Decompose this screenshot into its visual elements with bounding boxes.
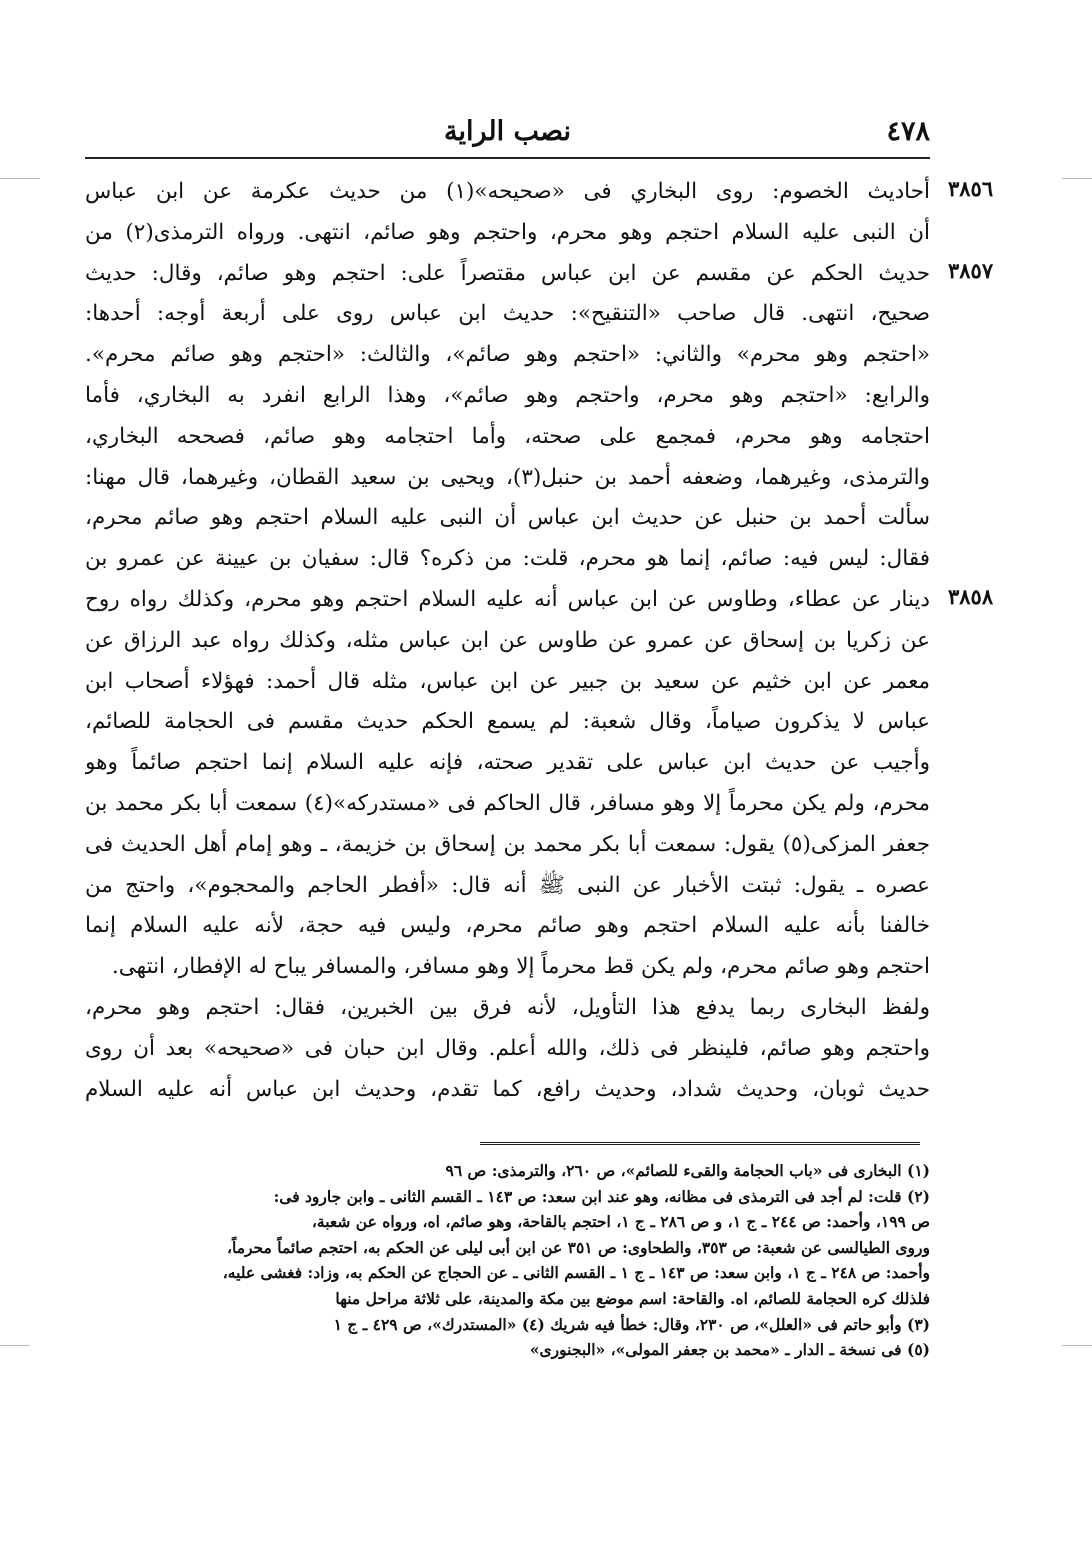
main-text <box>85 172 930 1110</box>
hadith-number: ٣٨٥٨ <box>948 584 994 609</box>
text-line: فقال: ليس فيه: صائم، إنما هو محرم، قلت: من ذكره؟ قال: سفيان بن عيينة عن عمرو بن <box>85 546 930 572</box>
text-line: دينار عن عطاء، وطاوس عن ابن عباس أنه عليه السلام احتجم وهو محرم، وكذلك رواه روح <box>85 586 930 612</box>
scan-edge-mark <box>1062 178 1092 179</box>
page-header <box>85 112 930 160</box>
scan-edge-mark <box>1062 1345 1092 1346</box>
footnotes <box>85 1158 930 1363</box>
footnote: (٣) وأبو حاتم فى «العلل»، ص ٢٣٠، وقال: خطأ فيه شريك (٤) «المستدرك»، ص ٤٢٩ ـ ج ١ <box>333 1314 930 1334</box>
header-rule <box>85 157 930 159</box>
scan-edge-mark <box>0 178 40 179</box>
text-line: أحاديث الخصوم: روى البخاري فى «صحيحه»(١) من حديث عكرمة عن ابن عباس <box>85 179 930 204</box>
text-line: احتجامه وهو محرم، فمجمع على صحته، وأما احتجامه وهو صائم، فصححه البخاري، <box>85 423 930 449</box>
footnote: وروى الطيالسى عن شعبة: ص ٣٥٣، والطحاوى: ص ٣٥١ عن ابن أبى ليلى عن الحكم به، احتجم صائماً محرماً، <box>226 1237 930 1257</box>
text-line: سألت أحمد بن حنبل عن حديث ابن عباس أن النبى عليه السلام احتجم وهو صائم محرم، <box>85 505 930 531</box>
text-line: صحيح، انتهى. قال صاحب «التنقيح»: حديث ابن عباس روى على أربعة أوجه: أحدها: <box>85 301 930 327</box>
footnote: فلذلك كره الحجامة للصائم، اه. والقاحة: اسم موضع بين مكة والمدينة، على ثلاثة مراحل منها <box>335 1288 930 1308</box>
footnote: (٥) فى نسخة ـ الدار ـ «محمد بن جعفر المولى»، «البجنورى» <box>529 1340 930 1360</box>
running-title: نصب الراية <box>444 116 571 147</box>
footnote: (٢) قلت: لم أجد فى الترمذى فى مظانه، وهو عند ابن سعد: ص ١٤٣ ـ القسم الثانى ـ وابن جارود فى: <box>273 1186 930 1206</box>
text-line: خالفنا بأنه عليه السلام احتجم وهو صائم محرم، وليس فيه حجة، لأنه عليه السلام إنما <box>85 913 930 939</box>
text-line: عن زكريا بن إسحاق عن عمرو عن طاوس عن ابن عباس مثله، وكذلك رواه عبد الرزاق عن <box>85 627 930 653</box>
text-line: عصره ـ يقول: ثبتت الأخبار عن النبى ﷺ أنه قال: «أفطر الحاجم والمحجوم»، واحتج من <box>85 872 930 898</box>
text-line: وأجيب عن حديث ابن عباس على تقدير صحته، فإنه عليه السلام إنما احتجم صائماً وهو <box>85 750 930 776</box>
text-line: والترمذى، وغيرهما، وضعفه أحمد بن حنبل(٣)، ويحيى بن سعيد القطان، وغيرهما، قال مهنا: <box>85 464 930 490</box>
text-line: حديث الحكم عن مقسم عن ابن عباس مقتصراً على: احتجم وهو صائم، وقال: حديث <box>85 260 930 286</box>
hadith-number: ٣٨٥٦ <box>948 176 994 201</box>
text-line: والرابع: «احتجم وهو محرم، واحتجم وهو صائم»، وهذا الرابع انفرد به البخاري، فأما <box>85 382 930 408</box>
text-line: حديث ثوبان، وحديث شداد، وحديث رافع، كما تقدم، وحديث ابن عباس أنه عليه السلام <box>85 1076 930 1102</box>
text-line: معمر عن ابن خثيم عن سعيد بن جبير عن ابن عباس، مثله قال أحمد: فهؤلاء أصحاب ابن <box>85 668 930 694</box>
text-line: أن النبى عليه السلام احتجم وهو محرم، واحتجم وهو صائم، انتهى. ورواه الترمذى(٢) من <box>85 219 930 245</box>
text-line: احتجم وهو صائم محرم، ولم يكن قط محرماً إلا وهو مسافر، والمسافر يباح له الإفطار، انتهى. <box>111 954 930 980</box>
text-line: عباس لا يذكرون صياماً، وقال شعبة: لم يسمع الحكم حديث مقسم فى الحجامة للصائم، <box>85 709 930 735</box>
footnote: (١) البخارى فى «باب الحجامة والقىء للصائم»، ص ٢٦٠، والترمذى: ص ٩٦ <box>445 1161 930 1180</box>
footnote-separator <box>480 1142 920 1145</box>
page-number: ٤٧٨ <box>886 116 930 147</box>
footnote: ص ١٩٩، وأحمد: ص ٢٤٤ ـ ج ١، و ص ٢٨٦ ـ ج ١، احتجم بالقاحة، وهو صائم، اه، ورواه عن شعبة، <box>311 1212 930 1232</box>
text-line: واحتجم وهو صائم، فلينظر فى ذلك، والله أعلم. وقال ابن حبان فى «صحيحه» بعد أن روى <box>85 1035 930 1061</box>
text-line: «احتجم وهو محرم» والثاني: «احتجم وهو صائم»، والثالث: «احتجم وهو صائم محرم». <box>85 342 930 368</box>
text-line: جعفر المزكى(٥) يقول: سمعت أبا بكر محمد بن إسحاق بن خزيمة، ـ وهو إمام أهل الحديث فى <box>85 831 930 857</box>
text-line: ولفظ البخارى ربما يدفع هذا التأويل، لأنه فرق بين الخبرين، فقال: احتجم وهو محرم، <box>85 994 930 1020</box>
hadith-number: ٣٨٥٧ <box>948 258 994 283</box>
footnote: وأحمد: ص ٢٤٨ ـ ج ١، وابن سعد: ص ١٤٣ ـ ج ١ ـ القسم الثانى ـ عن الحجاج عن الحكم به، وزاد: فغشى عليه، <box>222 1263 930 1283</box>
scan-edge-mark <box>0 1345 30 1346</box>
text-line: محرم، ولم يكن محرماً إلا وهو مسافر، قال الحاكم فى «مستدركه»(٤) سمعت أبا بكر محمد بن <box>85 790 930 816</box>
